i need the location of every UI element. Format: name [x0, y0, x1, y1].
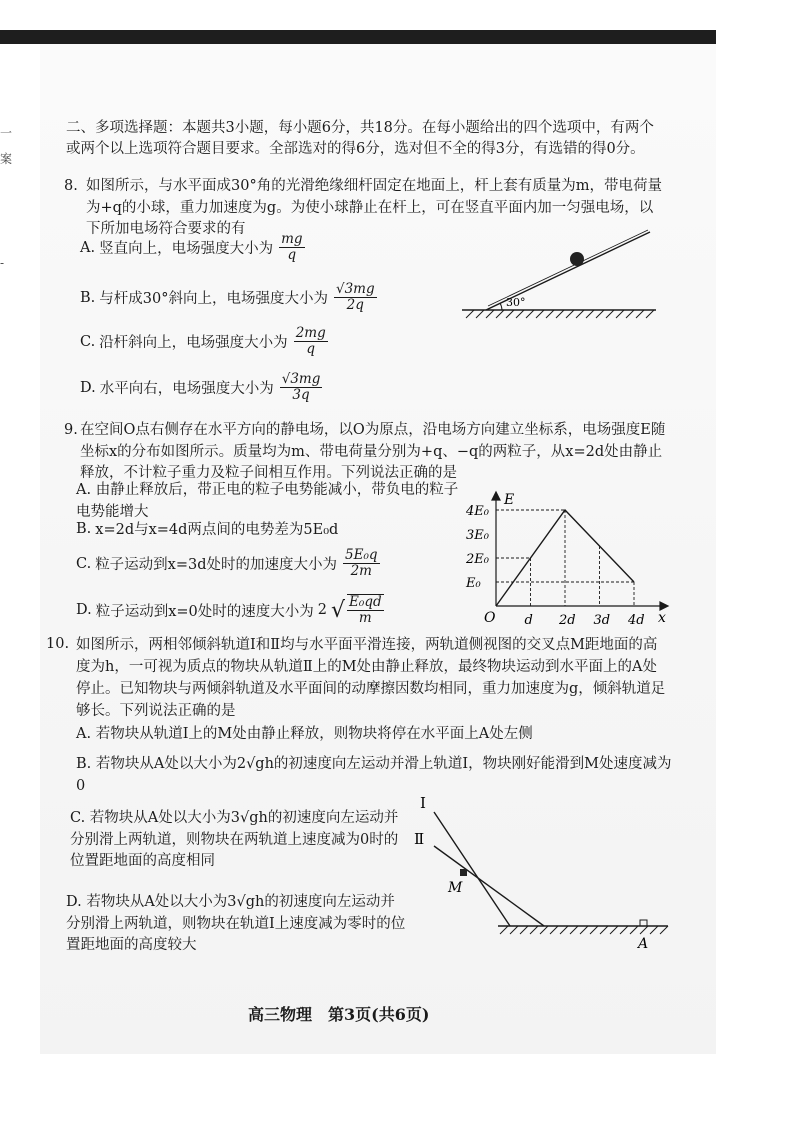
option-label: C.	[80, 333, 96, 350]
origin-label: O	[484, 610, 496, 626]
option-text: 若物块从轨道Ⅰ上的M处由静止释放，则物块将停在水平面上A处左侧	[95, 726, 533, 742]
q8-option-c	[80, 326, 328, 357]
y-tick-label: 3E₀	[466, 528, 489, 543]
fraction: $\frac{mg}{q}$	[281, 231, 303, 263]
q8-stem: 如图所示，与水平面成30°角的光滑绝缘细杆固定在地面上，杆上套有质量为m，带电荷量为+q的小球，重力加速度为g。为使小球静止在杆上，可在竖直平面内加一匀强电场，以下所加电场符合要求的有	[86, 178, 662, 237]
option-text: 水平向右，电场强度大小为	[99, 381, 274, 397]
option-label: A.	[80, 239, 96, 256]
option-label: D.	[80, 379, 96, 396]
ground-hatch	[466, 310, 654, 318]
option-text: 与杆成30°斜向上，电场强度大小为	[99, 291, 328, 307]
q8-option-d	[80, 372, 322, 403]
fraction: $\frac{\text{E₀qd}}{m}$	[349, 594, 382, 626]
y-tick-label: 2E₀	[466, 552, 489, 567]
x-tick-label: d	[524, 613, 533, 628]
track-1	[434, 812, 510, 926]
angle-label: 30°	[506, 296, 526, 309]
option-text: 若物块从A处以大小为3√gh的初速度向左运动并分别滑上两轨道，则物块在轨道Ⅰ上速度减为零时的位置距地面的高度较大	[66, 894, 406, 953]
option-text: 粒子运动到x=3d处时的加速度大小为	[95, 557, 338, 573]
option-label: D.	[66, 894, 82, 910]
option-label: D.	[76, 602, 92, 618]
q9-stem: 在空间O点右侧存在水平方向的静电场，以O为原点，沿电场方向建立坐标系，电场强度E随坐标x的分布如图所示。质量均为m、带电荷量分别为+q、−q的两粒子，从x=2d处由静止释放，不计粒子重力及粒子间相互作用。下列说法正确的是	[80, 422, 666, 481]
q8-option-b	[80, 282, 377, 313]
option-label: A.	[76, 726, 92, 742]
q10-option-c	[70, 808, 410, 873]
option-label: C.	[70, 810, 86, 826]
track-1-label: Ⅰ	[420, 794, 426, 812]
x-axis-label: x	[658, 610, 666, 626]
q10-option-a	[76, 724, 672, 746]
option-text: 若物块从A处以大小为3√gh的初速度向左运动并分别滑上两轨道，则物块在两轨道上速度减为0时的位置距地面的高度相同	[70, 810, 399, 869]
block-at-m	[460, 869, 467, 876]
point-m-label: M	[448, 880, 463, 896]
q9-option-b	[76, 518, 338, 539]
angle-arc	[500, 303, 502, 310]
option-text: 粒子运动到x=0处时的速度大小为	[95, 603, 314, 620]
y-tick-label: 4E₀	[466, 504, 489, 519]
scan-top-shadow	[0, 30, 716, 44]
fraction: $\frac{2mg}{q}$	[295, 325, 326, 357]
fraction: $\frac{√3mg}{3q}$	[281, 371, 321, 403]
q9-option-d	[76, 594, 384, 626]
q8-incline-figure	[460, 226, 660, 322]
q9-option-c	[76, 548, 380, 579]
radical-coefficient: 2	[317, 602, 328, 618]
fraction: $\frac{√3mg}{2q}$	[335, 281, 375, 313]
section-heading: 二、多项选择题：本题共3小题，每小题6分，共18分。在每小题给出的四个选项中，有两个或两个以上选项符合题目要求。全部选对的得6分，选对但不全的得3分，有选错的得0分。	[66, 120, 654, 157]
option-text: 竖直向上，电场强度大小为	[99, 241, 274, 257]
option-label: B.	[76, 756, 92, 772]
q10-option-d	[66, 892, 408, 957]
option-text: x=2d与x=4d两点间的电势差为5E₀d	[95, 522, 339, 538]
track-2-label: Ⅱ	[414, 830, 425, 848]
radical-sign: √	[331, 597, 346, 623]
option-text: 沿杆斜向上，电场强度大小为	[99, 335, 288, 351]
y-tick-label: E₀	[466, 576, 481, 591]
x-tick-label: 3d	[593, 613, 611, 628]
x-tick-label: 4d	[628, 613, 645, 628]
option-text: 若物块从A处以大小为2√gh的初速度向左运动并滑上轨道Ⅰ，物块刚好能滑到M处速度减为0	[76, 756, 672, 794]
q9-number: 9.	[64, 422, 78, 438]
block-at-a	[640, 920, 647, 926]
y-axis-label: E	[504, 492, 515, 508]
option-label: C.	[76, 555, 92, 572]
q9-field-chart	[464, 488, 674, 632]
q10-tracks-figure	[410, 790, 674, 954]
q8-option-a	[80, 232, 305, 263]
page-footer: 高三物理 第3页(共6页)	[248, 1005, 430, 1024]
fraction: $\frac{\text{5E₀q}}{2m}$	[345, 547, 378, 579]
point-a-label: A	[638, 936, 649, 952]
q10-number: 10.	[46, 636, 70, 652]
option-label: A.	[76, 482, 92, 498]
guide-lines	[496, 510, 634, 606]
left-margin-marks: 一 案 -	[0, 126, 13, 270]
charged-ball	[570, 252, 584, 266]
rod-edge	[488, 230, 648, 306]
q8-number: 8.	[64, 178, 78, 194]
option-label: B.	[76, 520, 92, 537]
ground-hatch	[500, 926, 668, 934]
option-label: B.	[80, 289, 96, 306]
q10-stem: 如图所示，两相邻倾斜轨道Ⅰ和Ⅱ均与水平面平滑连接，两轨道侧视图的交叉点M距地面的高度为h，一可视为质点的物块从轨道Ⅱ上的M处由静止释放，最终物块运动到水平面上的A处停止。已知物块与两倾斜轨道及水平面间的动摩擦因数均相同，重力加速度为g，倾斜轨道足够长。下列说法正确的是	[76, 637, 666, 719]
x-tick-label: 2d	[559, 613, 576, 628]
option-text: 由静止释放后，带正电的粒子电势能减小，带负电的粒子电势能增大	[76, 482, 459, 520]
q9-option-a	[76, 480, 466, 523]
